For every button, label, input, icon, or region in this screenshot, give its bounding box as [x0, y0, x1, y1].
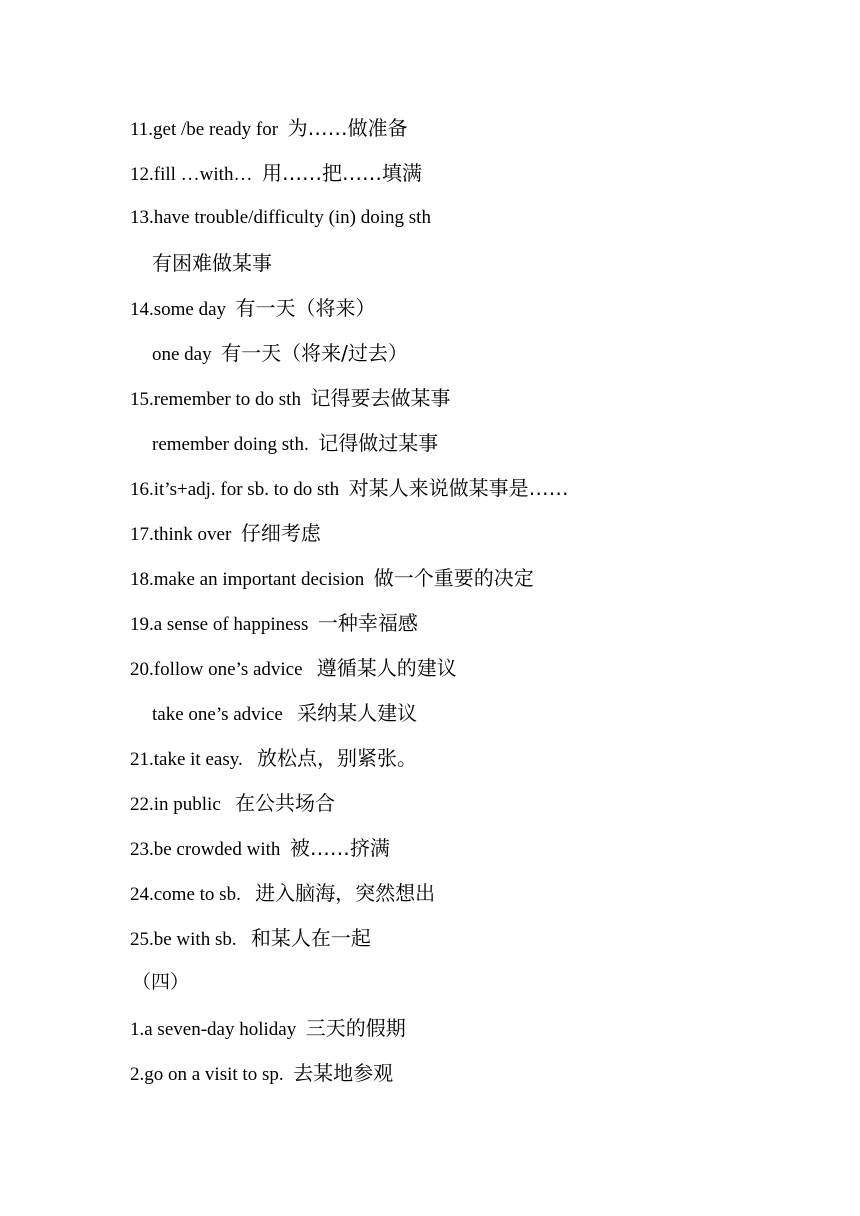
phrase-line-12	[130, 155, 810, 200]
phrase-line-23	[130, 830, 810, 875]
phrase-chinese: 被……挤满	[289, 836, 390, 860]
phrase-english: 20.follow one’s advice	[130, 659, 303, 680]
phrase-english: 15.remember to do sth	[130, 389, 301, 410]
phrase-line-19	[130, 605, 810, 650]
phrase-english: take one’s advice	[152, 704, 283, 725]
phrase-line-21	[130, 740, 810, 785]
phrase-english: 11.get /be ready for	[130, 119, 279, 140]
phrase-english: 21.take it easy.	[130, 749, 243, 770]
phrase-line-20	[130, 650, 810, 695]
phrase-english: 24.come to sb.	[130, 884, 241, 905]
phrase-line-22	[130, 785, 810, 830]
phrase-english: 1.a seven-day holiday	[130, 1019, 297, 1040]
phrase-chinese: 记得做过某事	[318, 431, 439, 455]
phrase-line-14b	[130, 335, 810, 380]
phrase-chinese: 做一个重要的决定	[373, 566, 534, 590]
phrase-english: 19.a sense of happiness	[130, 614, 309, 635]
phrase-line-25	[130, 920, 810, 965]
phrase-english: 22.in public	[130, 794, 221, 815]
section-heading-4	[130, 965, 810, 1010]
phrase-line-15	[130, 380, 810, 425]
phrase-english: 18.make an important decision	[130, 569, 365, 590]
phrase-chinese: 进入脑海，突然想出	[255, 881, 436, 905]
phrase-chinese: 遵循某人的建议	[316, 656, 457, 680]
phrase-line-13	[130, 200, 810, 245]
phrase-chinese: 仔细考虑	[240, 521, 321, 545]
vocabulary-list	[130, 110, 810, 1100]
phrase-english: 23.be crowded with	[130, 839, 281, 860]
phrase-english: 16.it’s+adj. for sb. to do sth	[130, 479, 340, 500]
phrase-chinese: 放松点，别紧张。	[256, 746, 417, 770]
phrase-chinese: 记得要去做某事	[310, 386, 451, 410]
phrase-line-14	[130, 290, 810, 335]
phrase-english: 14.some day	[130, 299, 227, 320]
phrase-english: 2.go on a visit to sp.	[130, 1064, 284, 1085]
phrase-english: 13.have trouble/difficulty (in) doing sth	[130, 207, 431, 228]
phrase-chinese: 有一天（将来/过去）	[221, 341, 408, 365]
phrase-english: 17.think over	[130, 524, 232, 545]
phrase-chinese: 和某人在一起	[250, 926, 371, 950]
phrase-chinese: 为……做准备	[287, 116, 408, 140]
phrase-chinese: 对某人来说做某事是……	[348, 476, 569, 500]
phrase-line-s4-1	[130, 1010, 810, 1055]
phrase-chinese: 有困难做某事	[152, 251, 272, 275]
phrase-line-15b	[130, 425, 810, 470]
phrase-line-16	[130, 470, 810, 515]
phrase-line-11	[130, 110, 810, 155]
phrase-chinese: 一种幸福感	[317, 611, 418, 635]
phrase-english: 25.be with sb.	[130, 929, 237, 950]
phrase-english: one day	[152, 344, 212, 365]
phrase-chinese: 有一天（将来）	[235, 296, 376, 320]
phrase-chinese: 去某地参观	[293, 1061, 394, 1085]
phrase-chinese: 用……把……填满	[261, 161, 422, 185]
phrase-line-17	[130, 515, 810, 560]
phrase-chinese: 采纳某人建议	[297, 701, 418, 725]
section-number: （四）	[132, 972, 190, 993]
phrase-english: 12.fill …with…	[130, 164, 253, 185]
phrase-english: remember doing sth.	[152, 434, 309, 455]
phrase-line-24	[130, 875, 810, 920]
phrase-line-20b	[130, 695, 810, 740]
phrase-line-18	[130, 560, 810, 605]
phrase-chinese: 在公共场合	[235, 791, 336, 815]
phrase-chinese: 三天的假期	[305, 1016, 406, 1040]
phrase-line-13-meaning	[130, 245, 810, 290]
phrase-line-s4-2	[130, 1055, 810, 1100]
